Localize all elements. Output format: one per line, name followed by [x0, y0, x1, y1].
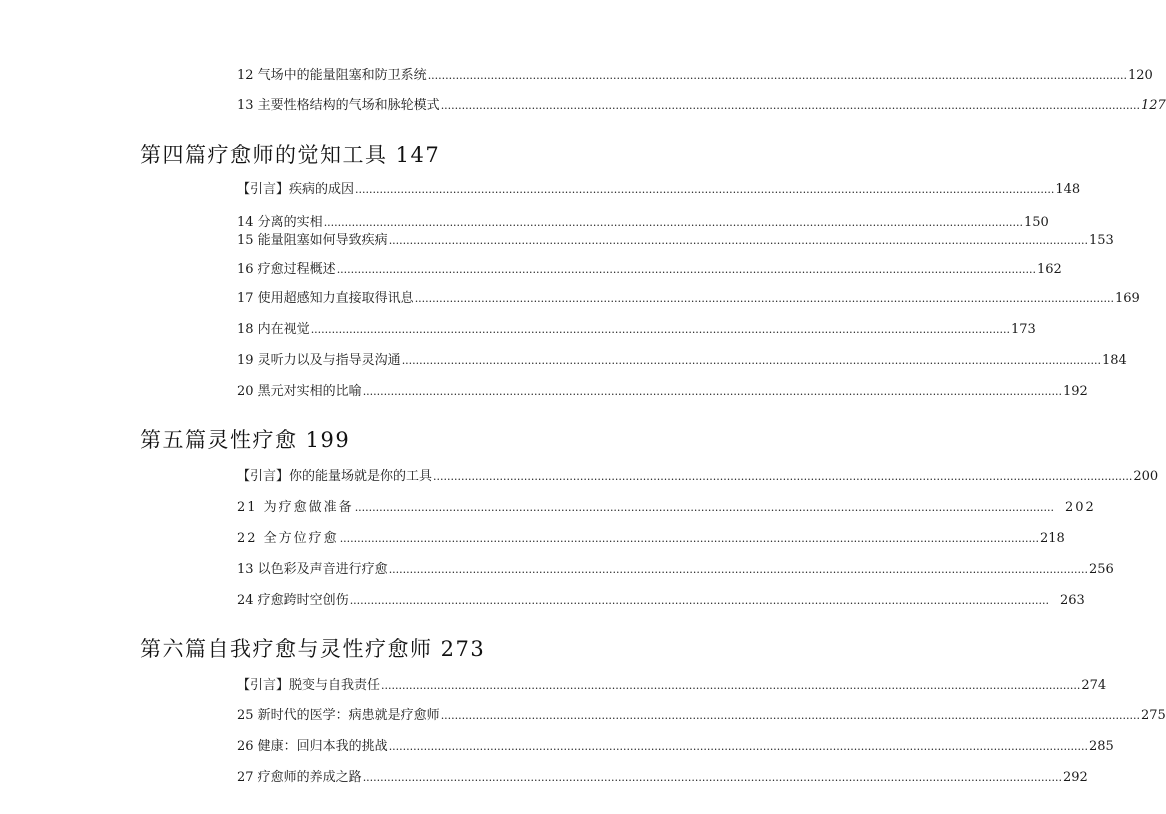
leader-dots: ........................................................................................................................................................................................................	[388, 234, 1089, 247]
leader-dots: ........................................................................................................................................................................................................	[440, 709, 1141, 722]
toc-entry-page: 263	[1060, 593, 1085, 608]
toc-entry-page: 184	[1102, 353, 1127, 368]
toc-entry-page: 148	[1055, 182, 1081, 197]
toc-entry-title: 【引言】疾病的成因	[237, 182, 355, 197]
toc-entry-title: 18 内在视觉	[237, 322, 310, 337]
leader-dots: ........................................................................................................................................................................................................	[433, 470, 1133, 483]
toc-entry-title: 12 气场中的能量阻塞和防卫系统	[237, 68, 427, 83]
part-heading-6[interactable]: 第六篇自我疗愈与灵性疗愈师 273	[140, 637, 486, 661]
toc-entry-page: 150	[1024, 215, 1049, 230]
part-heading-4[interactable]: 第四篇疗愈师的觉知工具 147	[140, 143, 441, 167]
toc-entry-title: 27 疗愈师的养成之路	[237, 770, 362, 785]
toc-entry-page: 153	[1089, 233, 1114, 248]
leader-dots: ........................................................................................................................................................................................................	[323, 216, 1024, 229]
leader-dots: ........................................................................................................................................................................................................	[354, 501, 1055, 514]
toc-entry-page: 275	[1141, 708, 1166, 723]
toc-entry-page: 200	[1133, 469, 1159, 484]
toc-entry-24[interactable]	[237, 591, 1085, 611]
toc-entry-14[interactable]	[237, 213, 1049, 233]
toc-entry-27[interactable]	[237, 768, 1088, 788]
toc-entry-part4-intro[interactable]	[237, 180, 1081, 200]
toc-entry-16[interactable]	[237, 260, 1062, 280]
toc-entry-title: 14 分离的实相	[237, 215, 323, 230]
toc-entry-15[interactable]	[237, 231, 1114, 251]
leader-dots: ........................................................................................................................................................................................................	[388, 563, 1089, 576]
leader-dots: ........................................................................................................................................................................................................	[414, 292, 1115, 305]
toc-entry-title: 13 主要性格结构的气场和脉轮模式	[237, 98, 440, 113]
toc-entry-title: 【引言】脱变与自我责任	[237, 678, 381, 693]
toc-entry-page: 169	[1115, 291, 1140, 306]
toc-entry-page: 127	[1141, 98, 1166, 113]
leader-dots: ........................................................................................................................................................................................................	[349, 594, 1050, 607]
leader-dots: ........................................................................................................................................................................................................	[362, 771, 1063, 784]
toc-entry-13[interactable]	[237, 96, 1166, 116]
leader-dots: ........................................................................................................................................................................................................	[381, 679, 1081, 692]
toc-entry-page: 192	[1063, 384, 1088, 399]
toc-entry-title: 21 为疗愈做准备	[237, 500, 354, 515]
toc-entry-page: 256	[1089, 562, 1114, 577]
leader-dots: ........................................................................................................................................................................................................	[310, 323, 1011, 336]
toc-entry-part5-intro[interactable]	[237, 467, 1159, 487]
toc-entry-title: 26 健康：回归本我的挑战	[237, 739, 388, 754]
toc-entry-part6-intro[interactable]	[237, 676, 1107, 696]
toc-entry-page: 162	[1037, 262, 1062, 277]
toc-entry-page: 285	[1089, 739, 1114, 754]
toc-entry-title: 17 使用超感知力直接取得讯息	[237, 291, 414, 306]
toc-entry-page: 120	[1128, 68, 1153, 83]
toc-entry-26[interactable]	[237, 737, 1114, 757]
leader-dots: ........................................................................................................................................................................................................	[388, 740, 1089, 753]
toc-entry-17[interactable]	[237, 289, 1140, 309]
toc-entry-page: 218	[1040, 531, 1065, 546]
toc-entry-20[interactable]	[237, 382, 1088, 402]
toc-entry-title: 24 疗愈跨时空创伤	[237, 593, 349, 608]
toc-entry-title: 20 黑元对实相的比喻	[237, 384, 362, 399]
leader-dots: ........................................................................................................................................................................................................	[339, 532, 1040, 545]
toc-entry-title: 22 全方位疗愈	[237, 531, 339, 546]
leader-dots: ........................................................................................................................................................................................................	[336, 263, 1037, 276]
toc-entry-title: 25 新时代的医学：病患就是疗愈师	[237, 708, 440, 723]
leader-dots: ........................................................................................................................................................................................................	[427, 69, 1128, 82]
toc-entry-title: 【引言】你的能量场就是你的工具	[237, 469, 433, 484]
toc-entry-12[interactable]	[237, 66, 1153, 86]
toc-entry-title: 13 以色彩及声音进行疗愈	[237, 562, 388, 577]
toc-entry-title: 19 灵听力以及与指导灵沟通	[237, 353, 401, 368]
toc-entry-title: 16 疗愈过程概述	[237, 262, 336, 277]
toc-entry-23[interactable]	[237, 560, 1114, 580]
toc-entry-title: 15 能量阻塞如何导致疾病	[237, 233, 388, 248]
leader-dots: ........................................................................................................................................................................................................	[440, 99, 1141, 112]
toc-entry-25[interactable]	[237, 706, 1166, 726]
toc-entry-19[interactable]	[237, 351, 1127, 371]
leader-dots: ........................................................................................................................................................................................................	[355, 183, 1055, 196]
leader-dots: ........................................................................................................................................................................................................	[401, 354, 1102, 367]
toc-entry-21[interactable]	[237, 498, 1096, 518]
toc-entry-page: 202	[1065, 500, 1096, 515]
toc-entry-page: 173	[1011, 322, 1036, 337]
leader-dots: ........................................................................................................................................................................................................	[362, 385, 1063, 398]
toc-entry-22[interactable]	[237, 529, 1065, 549]
part-heading-5[interactable]: 第五篇灵性疗愈 199	[140, 428, 351, 452]
toc-entry-page: 274	[1081, 678, 1107, 693]
toc-entry-18[interactable]	[237, 320, 1036, 340]
toc-entry-page: 292	[1063, 770, 1088, 785]
